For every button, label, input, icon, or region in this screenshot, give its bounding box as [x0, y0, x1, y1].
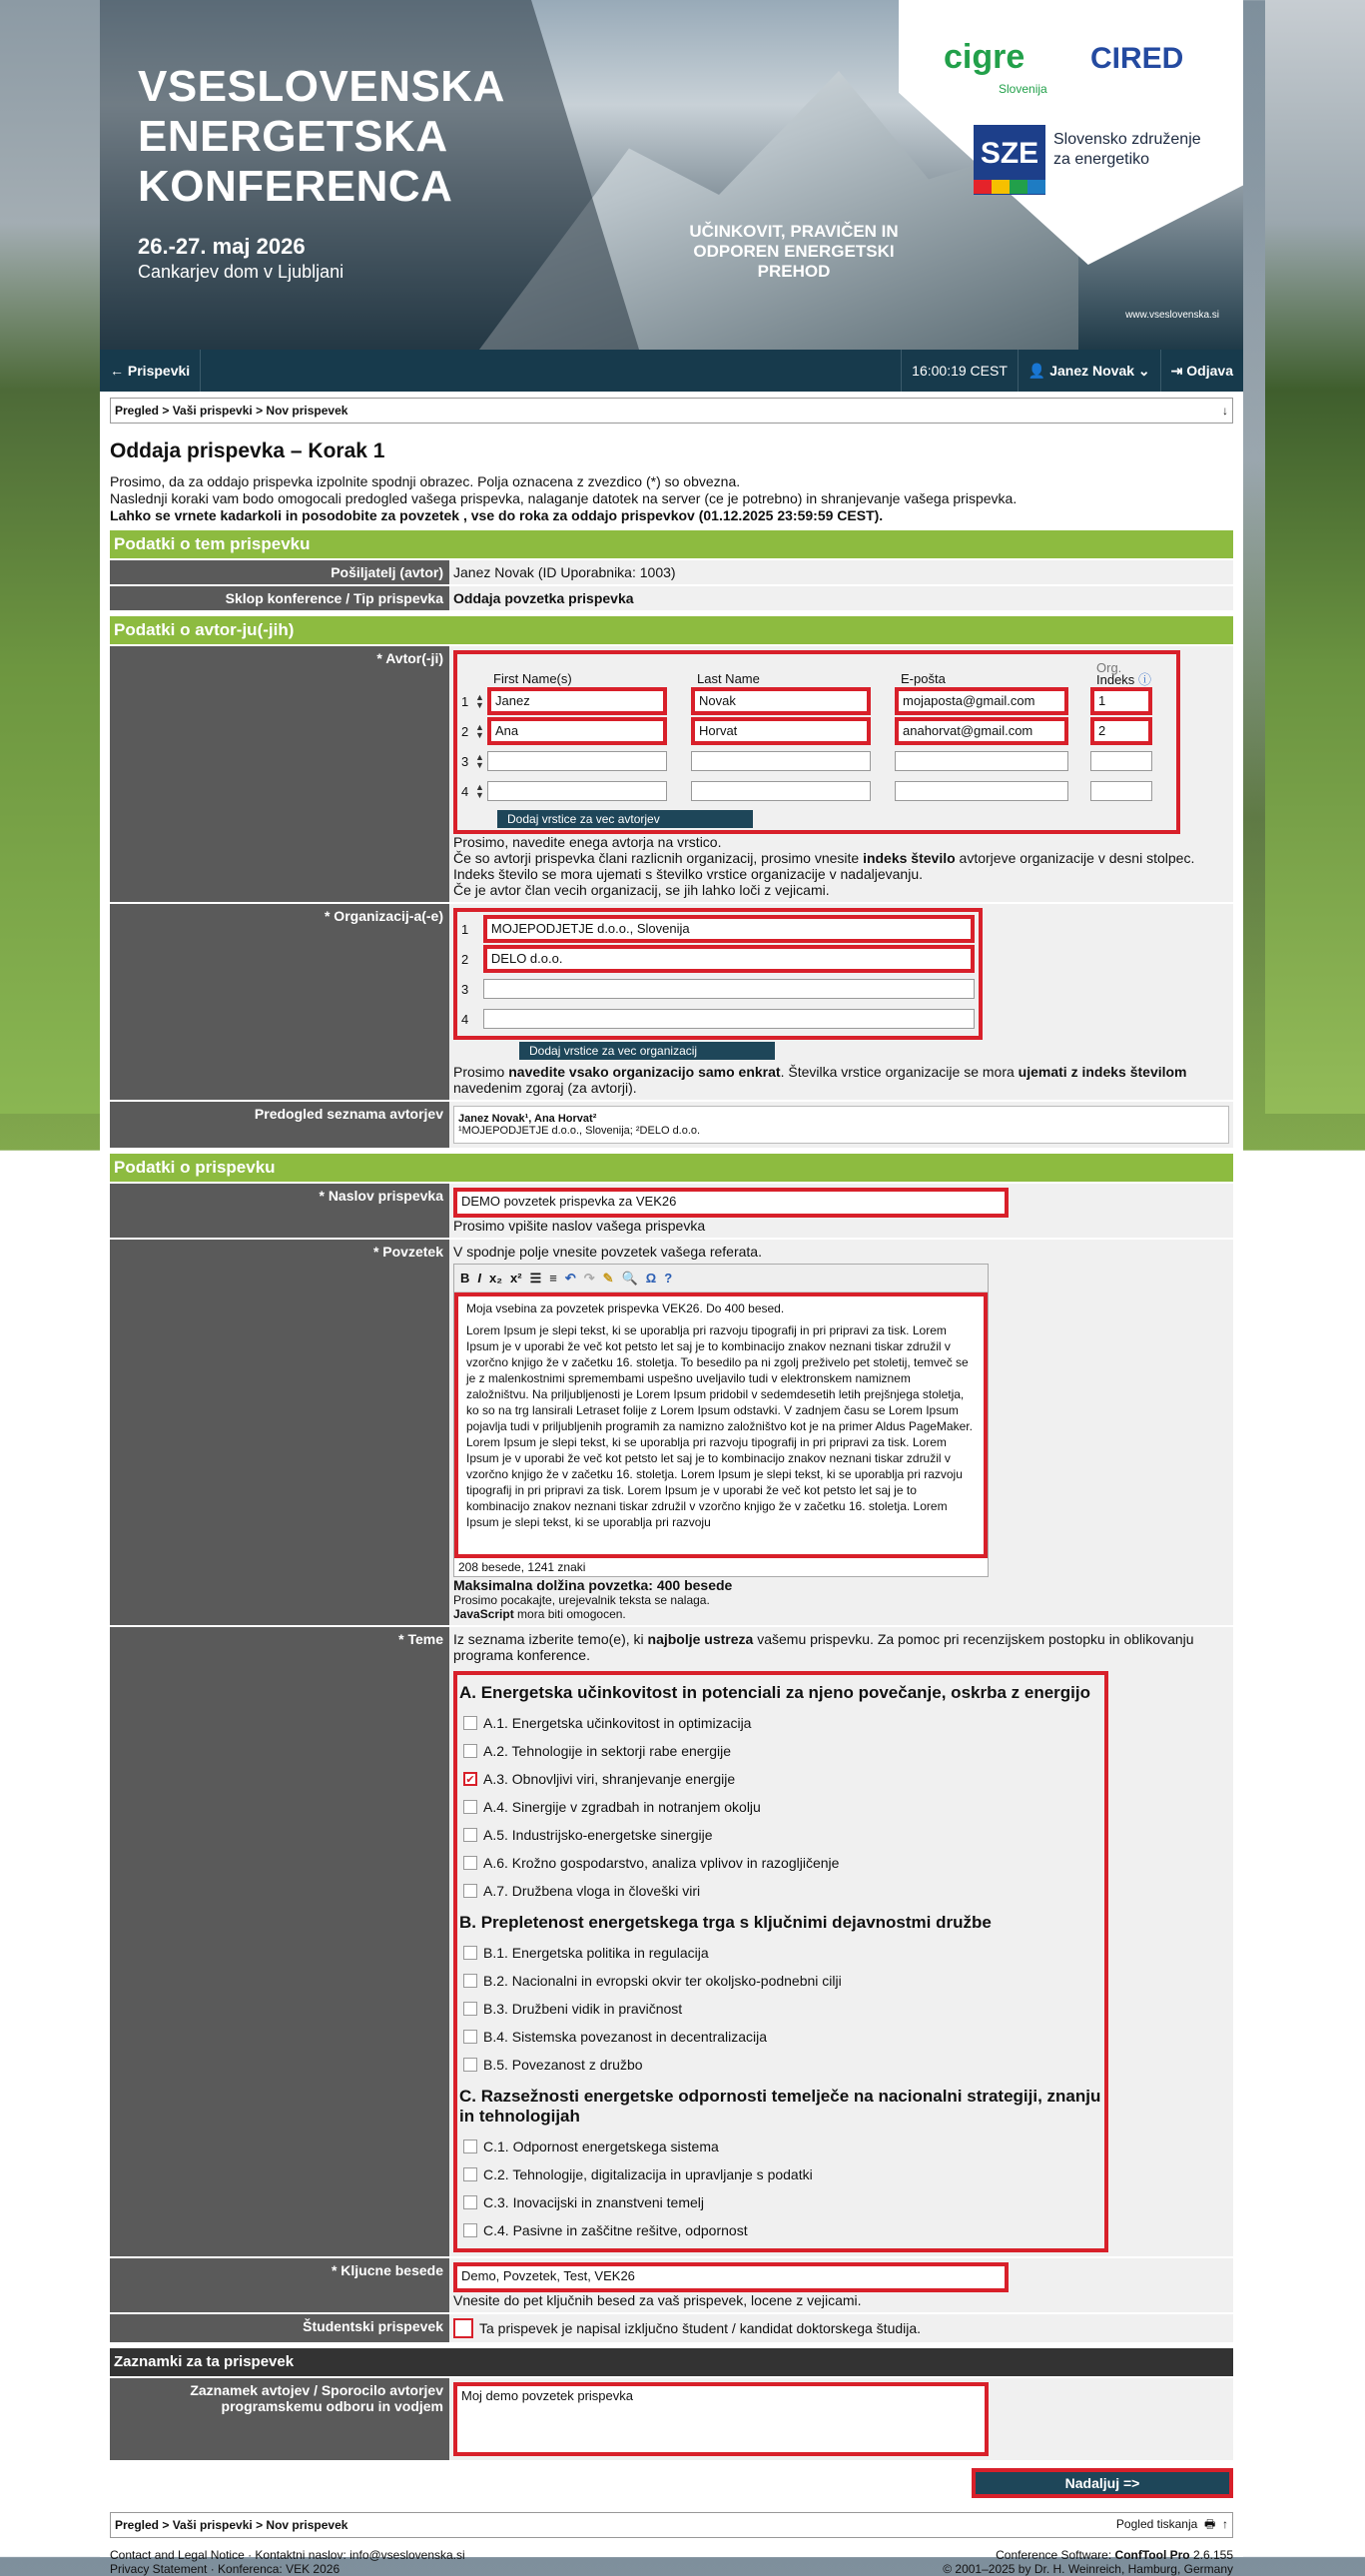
- cigre-logo-sub: Slovenija: [999, 82, 1047, 96]
- clean-icon[interactable]: ✎: [602, 1270, 614, 1286]
- undo-icon[interactable]: ↶: [564, 1270, 576, 1286]
- topic-group-title: C. Razsežnosti energetske odpornosti temelječe na nacionalni strategiji, znanju in tehnologijah: [459, 2087, 1101, 2126]
- subscript-icon[interactable]: x₂: [489, 1271, 503, 1286]
- topic-option[interactable]: C.2. Tehnologije, digitalizacija in upravljanje s podatki: [459, 2160, 1102, 2188]
- logout-icon: ⇥: [1170, 362, 1187, 379]
- bottom-breadcrumb: Pregled > Vaši prispevki > Nov prispevek Pogled tiskanja 🖶 ↑: [110, 2512, 1233, 2538]
- orgs-table: [453, 908, 983, 1040]
- help-icon[interactable]: ?: [664, 1271, 673, 1286]
- print-icon[interactable]: 🖶: [1200, 2516, 1219, 2531]
- org-row: 1 MOJEPODJETJE d.o.o., Slovenija: [461, 914, 975, 944]
- org-row: 2 DELO d.o.o.: [461, 944, 975, 974]
- special-char-icon[interactable]: Ω: [645, 1271, 657, 1286]
- redo-icon[interactable]: ↷: [583, 1270, 595, 1286]
- topic-checkbox[interactable]: [463, 1828, 477, 1842]
- next-button[interactable]: Nadaljuj =>: [972, 2468, 1233, 2498]
- topic-group-title: A. Energetska učinkovitost in potenciali za njeno povečanje, oskrba z energijo: [459, 1683, 1090, 1702]
- topic-checkbox[interactable]: [463, 1744, 477, 1758]
- title-input[interactable]: DEMO povzetek prispevka za VEK26: [457, 1192, 1005, 1214]
- topic-checkbox[interactable]: [463, 2167, 477, 2181]
- student-row: Študentski prispevek Ta prispevek je napisal izključno študent / kandidat doktorskega študija.: [110, 2314, 1233, 2342]
- topic-checkbox[interactable]: [463, 2140, 477, 2153]
- reorder-arrows-icon[interactable]: ▲ ▼: [475, 752, 484, 770]
- topic-group-title: B. Prepletenost energetskega trga s ključnimi dejavnostmi družbe: [459, 1913, 992, 1932]
- logout-button[interactable]: ⇥ Odjava: [1170, 362, 1233, 379]
- find-icon[interactable]: 🔍: [621, 1270, 638, 1286]
- author-first-name-input[interactable]: Ana: [491, 721, 663, 741]
- authors-row: * Avtor(-ji) First Name(s) Last Name E-pošta Org. Indeks ⓘ 1 ▲ ▼ Janez Novak mojaposta@gmail.com 1 2 ▲ ▼ Ana Horvat anahorvat@gmail.com 2 3 ▲ ▼ 4 ▲ ▼ Dodaj vrstice za vec avtorjev Prosimo, navedite enega avtorja na vrstico. Če so avtorji prispevka člani razlicnih organizacij, prosimo vnesite indeks število avtorjeve organizacije v desni stolpec. Indeks število se mora ujemati s številko vrstice organizacije v nadaljevanju. Če je avtor član vecih organizacij, se jih lahko loči z vejicami.: [110, 646, 1233, 902]
- editor-toolbar: [454, 1265, 988, 1292]
- intro-text: Prosimo, da za oddajo prispevka izpolnite spodnji obrazec. Polja oznacena z zvezdico (*) so obvezna. Naslednji koraki vam bodo omogocali predogled vašega prispevka, nalaganje datotek na server (ce je potrebno) in shranjevanje vašega prispevka. Lahko se vrnete kadarkoli in posodobite za povzetek , vse do roka za oddajo prispevkov (01.12.2025 23:59:59 CEST).: [110, 473, 1018, 523]
- topic-checkbox[interactable]: [463, 1856, 477, 1870]
- topic-option[interactable]: B.3. Družbeni vidik in pravičnost: [459, 1995, 1102, 2023]
- author-row: 3 ▲ ▼: [461, 746, 1172, 776]
- author-first-name-input[interactable]: [487, 781, 667, 801]
- bold-icon[interactable]: B: [460, 1271, 470, 1286]
- note-textarea[interactable]: Moj demo povzetek prispevka: [453, 2382, 989, 2456]
- background-left: [0, 0, 100, 1114]
- banner-url: www.vseslovenska.si: [1125, 310, 1219, 321]
- org-row: 3: [461, 974, 975, 1004]
- abstract-editor: [453, 1264, 989, 1577]
- banner-date: 26.-27. maj 2026: [138, 234, 306, 259]
- section-paper: Podatki o prispevku: [110, 1154, 1233, 1182]
- topic-option[interactable]: A.7. Družbena vloga in človeški viri: [459, 1877, 1102, 1905]
- word-count: 208 besede, 1241 znaki: [458, 1560, 586, 1574]
- keywords-row: * Kljucne besede Demo, Povzetek, Test, VEK26 Vnesite do pet ključnih besed za vaš prispevek, locene z vejicami.: [110, 2258, 1233, 2312]
- background-right: [1265, 0, 1365, 1114]
- banner-place: Cankarjev dom v Ljubljani: [138, 262, 344, 282]
- title-row: * Naslov prispevka DEMO povzetek prispevka za VEK26 Prosimo vpišite naslov vašega prispevka: [110, 1184, 1233, 1238]
- topics-row: * Teme Iz seznama izberite temo(e), ki najbolje ustreza vašemu prispevku. Za pomoc pri recenzijskem postopku in oblikovanju programa konference. A. Energetska učinkovitost in potenciali za njeno povečanje, oskrba z energijo A.1. Energetska učinkovitost in optimizacija A.2. Tehnologije in sektorji rabe energije ✔ A.3. Obnovljivi viri, shranjevanje energije A.4. Sinergije v zgradbah in notranjem okolju A.5. Industrijsko-energetske sinergije A.6. Krožno gospodarstvo, analiza vplivov in razogljičenje A.7. Družbena vloga in človeški viri B. Prepletenost energetskega trga s ključnimi dejavnostmi družbe B.1. Energetska politika in regulacija B.2. Nacionalni in evropski okvir ter okoljsko-podnebni cilji B.3. Družbeni vidik in pravičnost B.4. Sistemska povezanost in decentralizacija B.5. Povezanost z družbo C. Razsežnosti energetske odpornosti temelječe na nacionalni strategiji, znanju in tehnologijah C.1. Odpornost energetskega sistema C.2. Tehnologije, digitalizacija in upravljanje s podatki C.3. Inovacijski in znanstveni temelj C.4. Pasivne in zaščitne rešitve, odpornost: [110, 1627, 1233, 2256]
- topic-option[interactable]: B.1. Energetska politika in regulacija: [459, 1939, 1102, 1967]
- add-author-rows-button[interactable]: Dodaj vrstice za vec avtorjev: [497, 810, 753, 828]
- preview-row: Predogled seznama avtorjev Janez Novak¹, Ana Horvat² ¹MOJEPODJETJE d.o.o., Slovenija; ²DELO d.o.o.: [110, 1102, 1233, 1148]
- author-last-name-input[interactable]: [691, 751, 871, 771]
- author-first-name-input[interactable]: Janez: [491, 691, 663, 711]
- author-email-input[interactable]: [895, 781, 1068, 801]
- org-input[interactable]: DELO d.o.o.: [487, 949, 971, 969]
- topic-checkbox[interactable]: [463, 2195, 477, 2209]
- section-authors: Podatki o avtor-ju(-jih): [110, 616, 1233, 644]
- reorder-arrows-icon[interactable]: ▲ ▼: [475, 782, 484, 800]
- help-icon[interactable]: ⓘ: [1137, 672, 1151, 687]
- sze-logo: SZE: [974, 125, 1045, 195]
- topic-option[interactable]: C.4. Pasivne in zaščitne rešitve, odpornost: [459, 2216, 1102, 2244]
- student-checkbox[interactable]: [453, 2318, 473, 2338]
- note-row: Zaznamek avtojev / Sporocilo avtorjev programskemu odboru in vodjem Moj demo povzetek prispevka: [110, 2378, 1233, 2460]
- submitter-row: Pošiljatelj (avtor) Janez Novak (ID Uporabnika: 1003): [110, 560, 1233, 584]
- topic-checkbox[interactable]: ✔: [463, 1772, 477, 1786]
- org-input[interactable]: [483, 1009, 975, 1029]
- author-org-index-input[interactable]: [1090, 751, 1152, 771]
- topic-option[interactable]: B.4. Sistemska povezanost in decentralizacija: [459, 2023, 1102, 2051]
- topic-checkbox[interactable]: [463, 2058, 477, 2072]
- author-last-name-input[interactable]: [691, 781, 871, 801]
- org-input[interactable]: [483, 979, 975, 999]
- chevron-down-icon: ⌄: [1134, 362, 1150, 379]
- reorder-arrows-icon[interactable]: ▲ ▼: [475, 722, 484, 740]
- org-row: 4: [461, 1004, 975, 1034]
- org-input[interactable]: MOJEPODJETJE d.o.o., Slovenija: [487, 919, 971, 939]
- print-view-link[interactable]: Pogled tiskanja: [1115, 2516, 1198, 2531]
- topic-option[interactable]: A.2. Tehnologije in sektorji rabe energije: [459, 1737, 1102, 1765]
- page: [100, 0, 1243, 2576]
- author-org-index-input[interactable]: 2: [1094, 721, 1148, 741]
- section-topic: Podatki o tem prispevku: [110, 530, 1233, 558]
- sze-logo-stripes: [974, 180, 1045, 194]
- back-to-submissions[interactable]: ← Prispevki: [100, 350, 201, 392]
- topic-checkbox[interactable]: [463, 1974, 477, 1988]
- reorder-arrows-icon[interactable]: ▲ ▼: [475, 692, 484, 710]
- banner-title: VSESLOVENSKA ENERGETSKA KONFERENCA: [138, 62, 505, 211]
- topic-option[interactable]: C.1. Odpornost energetskega sistema: [459, 2133, 1102, 2160]
- topic-checkbox[interactable]: [463, 2002, 477, 2016]
- author-last-name-input[interactable]: Novak: [695, 691, 867, 711]
- author-email-input[interactable]: mojaposta@gmail.com: [899, 691, 1064, 711]
- authors-table: First Name(s) Last Name E-pošta Org. Indeks ⓘ 1 ▲ ▼ Janez Novak mojaposta@gmail.com 1 2 ▲ ▼ Ana Horvat anahorvat@gmail.com 2 3 ▲ ▼ 4 ▲ ▼ Dodaj vrstice za vec avtorjev: [453, 650, 1180, 834]
- arrow-left-icon: ←: [110, 363, 128, 379]
- banner: [100, 0, 1243, 350]
- sze-logo-text: Slovensko združenje za energetiko: [1053, 131, 1201, 168]
- author-row: 2 ▲ ▼ Ana Horvat anahorvat@gmail.com 2: [461, 716, 1172, 746]
- topic-checkbox[interactable]: [463, 1946, 477, 1960]
- topic-option[interactable]: ✔ A.3. Obnovljivi viri, shranjevanje energije: [459, 1765, 1102, 1793]
- breadcrumb: Pregled > Vaši prispevki > Nov prispevek ↓: [110, 398, 1233, 424]
- topic-checkbox[interactable]: [463, 1884, 477, 1898]
- orgs-row: * Organizacij-a(-e) 1 MOJEPODJETJE d.o.o., Slovenija 2 DELO d.o.o. 3 4 Dodaj vrstice za vec organizacij Prosimo navedite vsako organizacijo samo enkrat. Številka vrstice organizacije se mora ujemati z indeks številom navedenim zgoraj (za avtorji).: [110, 904, 1233, 1100]
- topic-option[interactable]: B.5. Povezanost z družbo: [459, 2051, 1102, 2079]
- author-row: 1 ▲ ▼ Janez Novak mojaposta@gmail.com 1: [461, 686, 1172, 716]
- add-org-rows-button[interactable]: Dodaj vrstice za vec organizacij: [519, 1042, 775, 1060]
- abstract-row: * Povzetek V spodnje polje vnesite povzetek vašega referata. B I x₂ x² ☰ ≡ ↶ ↷ ✎ 🔍 Ω ? Moja vsebina za povzetek prispevka VEK26. Do 400 besed. Lorem Ipsum je slepi tekst, ki se uporablja pri razvoju tipografij in pri pripravi za tisk. Lorem Ipsum je v uporabi že več kot petsto let saj je to kombinacijo znakov neznani tiskar združil v vzorčno knjigo že v začetku 16. stoletja. To besedilo pa ni zgolj preživelo pet stoletij, temveč se je z malenkostnimi spremembami uspešno uveljavilo tudi v elektronskem namiznem založništvu. Na priljubljenosti je Lorem Ipsum pridobil v sedemdesetih letih prejšnjega stoletja, ko so na trg lansirali Letraset folije z Lorem Ipsum odstavki. V zadnjem času se Lorem Ipsum pojavlja tudi v priljubljenih programih za namizno založništvo kot je na primer Aldus PageMaker. Lorem Ipsum je slepi tekst, ki se uporablja pri razvoju tipografij in pri pripravi za tisk. Lorem Ipsum je v uporabi že več kot petsto let saj je to kombinacijo znakov neznani tiskar združil v vzorčno knjigo že v začetku 16. stoletja. Lorem Ipsum je slepi tekst, ki se uporablja pri razvoju tipografij in pri pripravi za tisk. Lorem Ipsum je v uporabi že več kot petsto let saj je to kombinacijo znakov neznani tiskar združil v vzorčno knjigo že v začetku 16. stoletja. Lorem Ipsum je slepi tekst, ki se uporablja pri razvoju 208 besede, 1241 znaki Maksimalna dolžina povzetka: 400 besede Prosimo pocakajte, urejevalnik teksta se nalaga. JavaScript mora biti omogocen.: [110, 1240, 1233, 1625]
- author-org-index-input[interactable]: [1090, 781, 1152, 801]
- author-email-input[interactable]: anahorvat@gmail.com: [899, 721, 1064, 741]
- author-email-input[interactable]: [895, 751, 1068, 771]
- topic-option[interactable]: A.4. Sinergije v zgradbah in notranjem okolju: [459, 1793, 1102, 1821]
- abstract-textarea[interactable]: Moja vsebina za povzetek prispevka VEK26. Do 400 besed. Lorem Ipsum je slepi tekst, ki se uporablja pri razvoju tipografij in pri pripravi za tisk. Lorem Ipsum je v uporabi že več kot petsto let saj je to kombinacijo znakov neznani tiskar združil v vzorčno knjigo že v začetku 16. stoletja. To besedilo pa ni zgolj preživelo pet stoletij, temveč se je z malenkostnimi spremembami uspešno uveljavilo tudi v elektronskem namiznem založništvu. Na priljubljenosti je Lorem Ipsum pridobil v sedemdesetih letih prejšnjega stoletja, ko so na trg lansirali Letraset folije z Lorem Ipsum odstavki. V zadnjem času se Lorem Ipsum pojavlja tudi v priljubljenih programih za namizno založništvo kot je na primer Aldus PageMaker. Lorem Ipsum je slepi tekst, ki se uporablja pri razvoju tipografij in pri pripravi za tisk. Lorem Ipsum je v uporabi že več kot petsto let saj je to kombinacijo znakov neznani tiskar združil v vzorčno knjigo že v začetku 16. stoletja. Lorem Ipsum je slepi tekst, ki se uporablja pri razvoju tipografij in pri pripravi za tisk. Lorem Ipsum je v uporabi že več kot petsto let saj je to kombinacijo znakov neznani tiskar združil v vzorčno knjigo že v začetku 16. stoletja. Lorem Ipsum je slepi tekst, ki se uporablja pri razvoju: [454, 1292, 988, 1558]
- clock: 16:00:19 CEST: [901, 350, 1019, 392]
- topic-checkbox[interactable]: [463, 1800, 477, 1814]
- topics-box: [453, 1671, 1108, 2252]
- top-navbar: [100, 350, 1243, 392]
- italic-icon[interactable]: I: [477, 1271, 482, 1286]
- author-first-name-input[interactable]: [487, 751, 667, 771]
- banner-slogan: UČINKOVIT, PRAVIČEN IN ODPOREN ENERGETSKI PREHOD: [689, 222, 899, 281]
- topic-option[interactable]: A.6. Krožno gospodarstvo, analiza vplivov in razogljičenje: [459, 1849, 1102, 1877]
- footer: Contact and Legal Notice · Kontaktni naslov: info@vseslovenska.si Privacy Statement · Konferenca: VEK 2026 Conference Software: ConfTool Pro 2.6.155 © 2001–2025 by Dr. H. Weinreich, Hamburg, Germany: [110, 2548, 1233, 2576]
- cired-logo: CIRED: [1090, 42, 1184, 75]
- author-row: 4 ▲ ▼: [461, 776, 1172, 806]
- numbered-list-icon[interactable]: ≡: [549, 1271, 557, 1286]
- user-icon: 👤: [1027, 362, 1050, 379]
- topic-checkbox[interactable]: [463, 1716, 477, 1730]
- author-org-index-input[interactable]: 1: [1094, 691, 1148, 711]
- section-notes: Zaznamki za ta prispevek: [110, 2348, 1233, 2376]
- topic-checkbox[interactable]: [463, 2030, 477, 2044]
- keywords-input[interactable]: Demo, Povzetek, Test, VEK26: [457, 2266, 1005, 2288]
- topic-option[interactable]: C.3. Inovacijski in znanstveni temelj: [459, 2188, 1102, 2216]
- track-row: Sklop konference / Tip prispevka Oddaja povzetka prispevka: [110, 586, 1233, 610]
- bullet-list-icon[interactable]: ☰: [529, 1270, 542, 1286]
- arrow-down-icon[interactable]: ↓: [1222, 404, 1228, 418]
- topic-option[interactable]: A.1. Energetska učinkovitost in optimizacija: [459, 1709, 1102, 1737]
- cigre-logo: cigre: [944, 38, 1025, 76]
- user-menu[interactable]: 👤 Janez Novak ⌄: [1019, 350, 1161, 392]
- privacy-link[interactable]: Privacy Statement · Konferenca: VEK 2026: [110, 2562, 341, 2576]
- contact-link[interactable]: Contact and Legal Notice · Kontaktni naslov: info@vseslovenska.si: [110, 2548, 465, 2562]
- page-title: Oddaja prispevka – Korak 1: [110, 439, 385, 462]
- topic-checkbox[interactable]: [463, 2223, 477, 2237]
- topic-option[interactable]: A.5. Industrijsko-energetske sinergije: [459, 1821, 1102, 1849]
- superscript-icon[interactable]: x²: [510, 1271, 522, 1286]
- author-last-name-input[interactable]: Horvat: [695, 721, 867, 741]
- main-content: [100, 439, 1243, 2498]
- arrow-up-icon[interactable]: ↑: [1222, 2516, 1228, 2531]
- topic-option[interactable]: B.2. Nacionalni in evropski okvir ter okoljsko-podnebni cilji: [459, 1967, 1102, 1995]
